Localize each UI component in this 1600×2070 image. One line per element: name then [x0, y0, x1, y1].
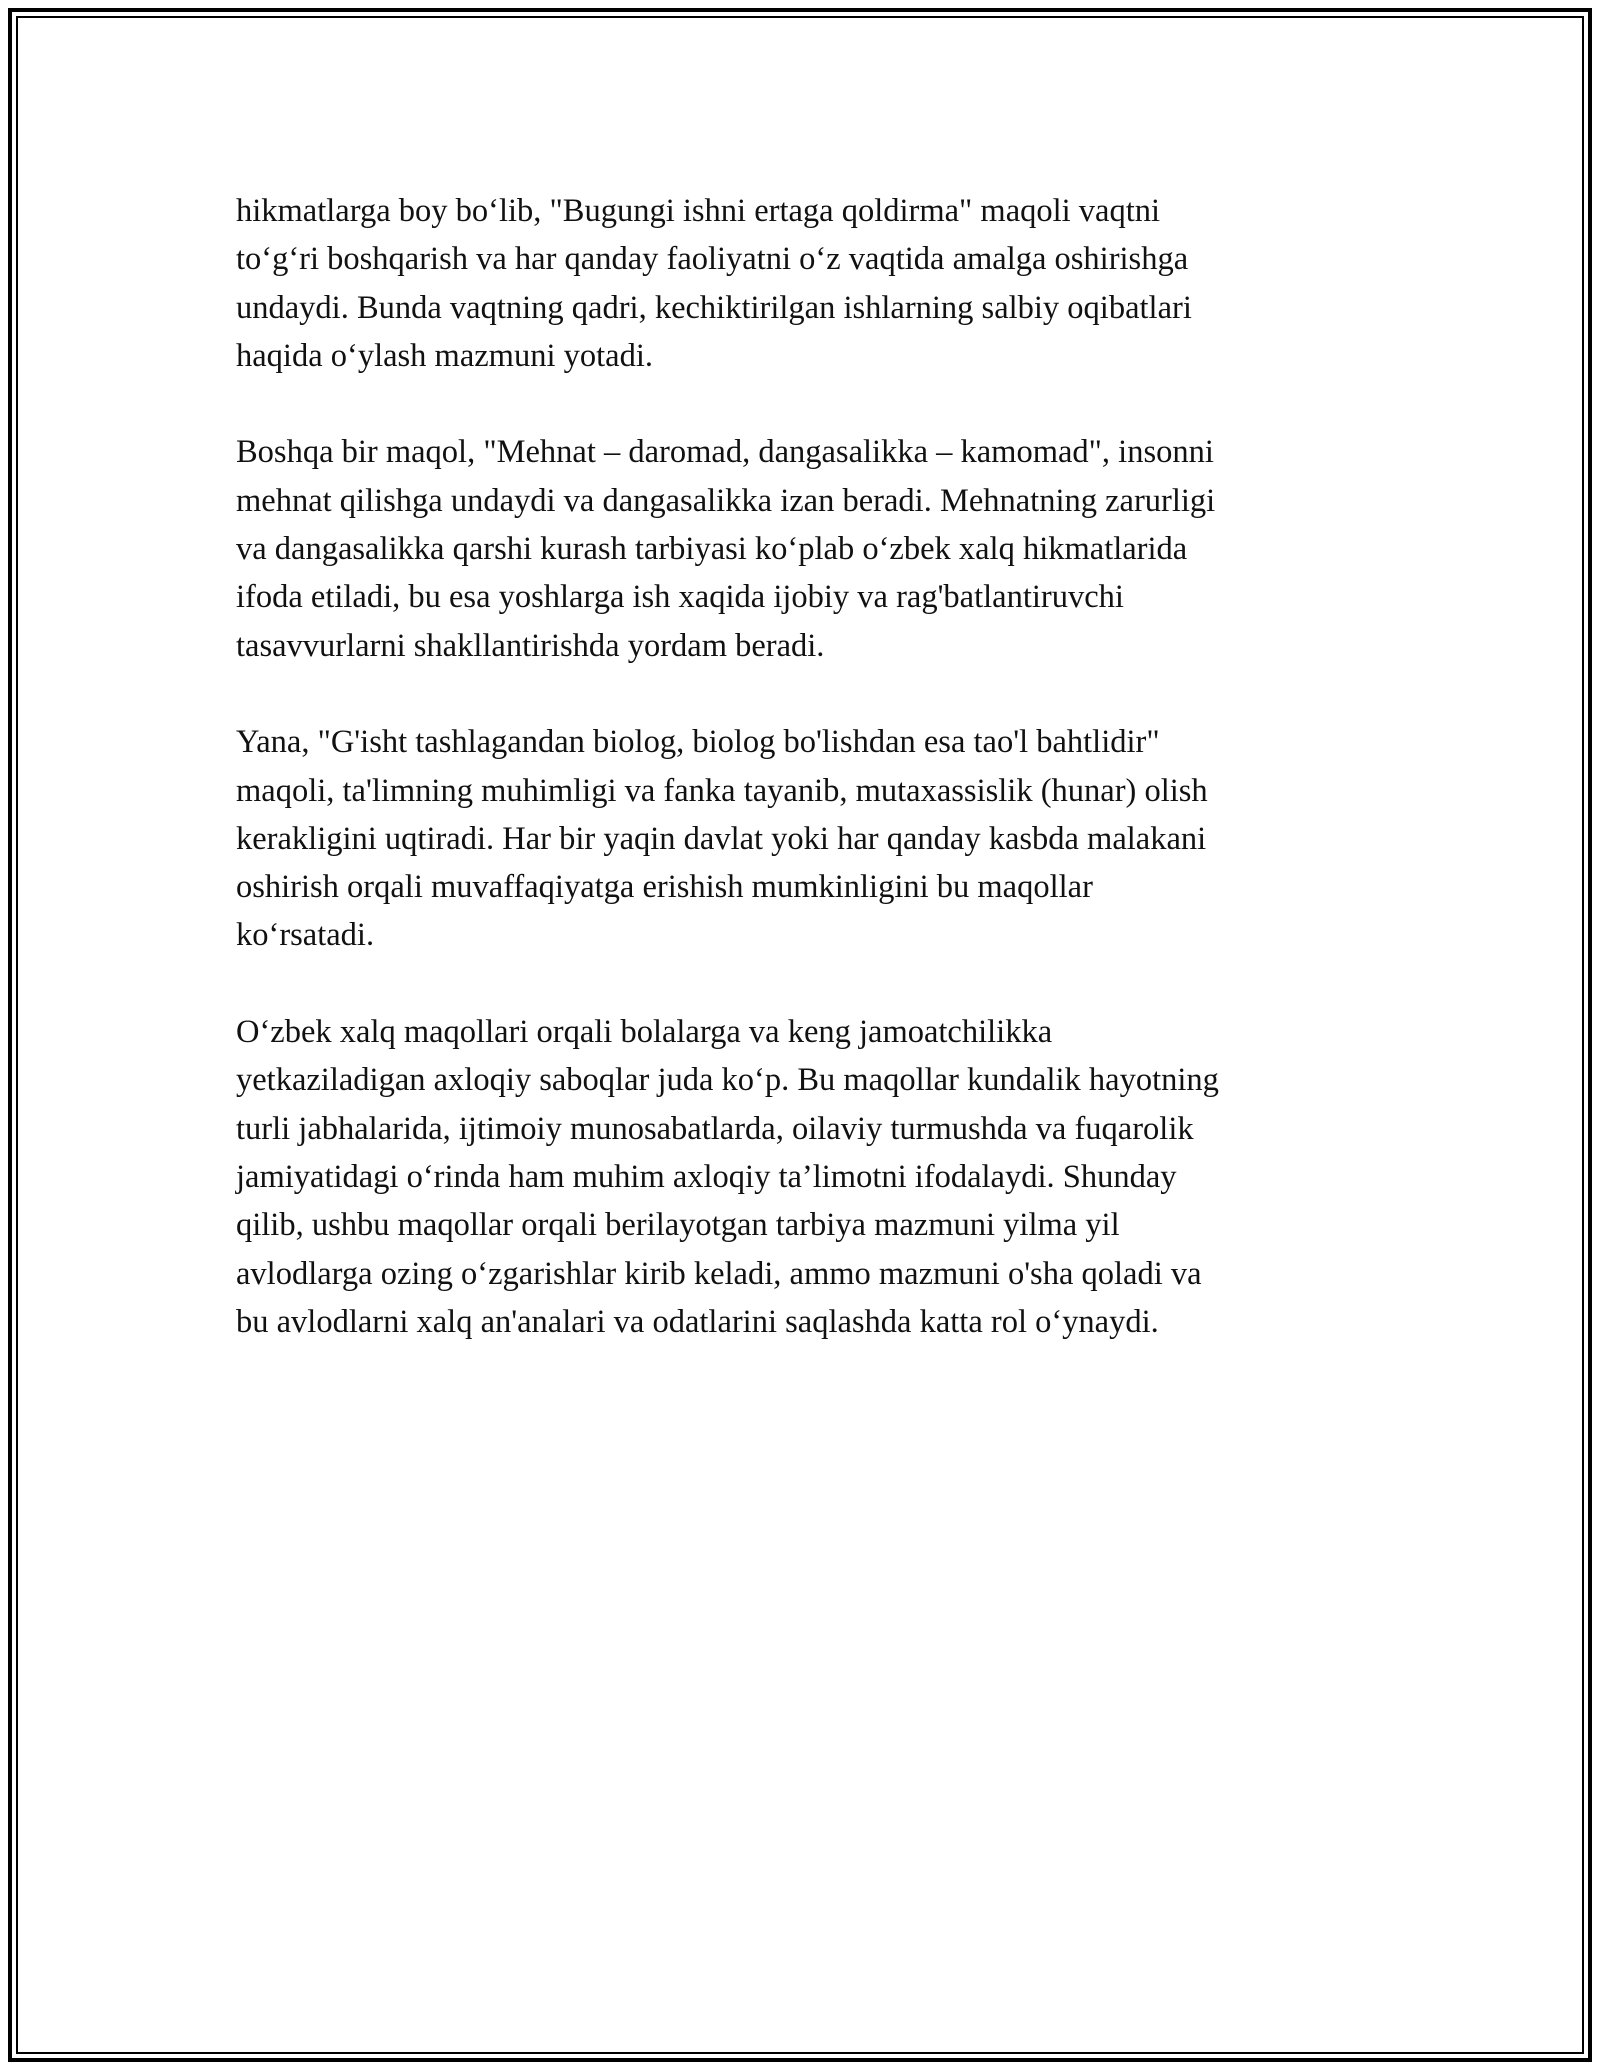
text-line: ko‘rsatadi. [236, 917, 375, 954]
text-line: undaydi. Bunda vaqtning qadri, kechiktirilgan ishlarning salbiy oqibatlari [236, 289, 1192, 326]
paragraph [236, 428, 1366, 669]
text-line: kerakligini uqtiradi. Har bir yaqin davlat yoki har qanday kasbda malakani [236, 820, 1207, 857]
text-line: va dangasalikka qarshi kurash tarbiyasi ko‘plab o‘zbek xalq hikmatlarida [236, 531, 1188, 568]
text-line: turli jabhalarida, ijtimoiy munosabatlarda, oilaviy turmushda va fuqarolik [236, 1110, 1194, 1147]
text-line: oshirish orqali muvaffaqiyatga erishish mumkinligini bu maqollar [236, 869, 1093, 906]
text-line: tasavvurlarni shakllantirishda yordam beradi. [236, 627, 825, 664]
text-line: avlodlarga ozing o‘zgarishlar kirib keladi, ammo mazmuni o'sha qoladi va [236, 1255, 1202, 1292]
text-line: to‘g‘ri boshqarish va har qanday faoliyatni o‘z vaqtida amalga oshirishga [236, 241, 1189, 278]
text-line: O‘zbek xalq maqollari orqali bolalarga va keng jamoatchilikka [236, 1014, 1053, 1051]
text-line: ifoda etiladi, bu esa yoshlarga ish xaqida ijobiy va rag'batlantiruvchi [236, 579, 1124, 616]
text-line: mehnat qilishga undaydi va dangasalikka izan beradi. Mehnatning zarurligi [236, 482, 1216, 519]
text-line: qilib, ushbu maqollar orqali berilayotgan tarbiya mazmuni yilma yil [236, 1207, 1120, 1244]
paragraph [236, 1008, 1366, 1346]
text-line: bu avlodlarni xalq an'analari va odatlarini saqlashda katta rol o‘ynaydi. [236, 1303, 1159, 1340]
text-line: haqida o‘ylash mazmuni yotadi. [236, 337, 653, 374]
paragraph [236, 718, 1366, 959]
document-body [236, 187, 1366, 1394]
text-line: maqoli, ta'limning muhimligi va fanka tayanib, mutaxassislik (hunar) olish [236, 772, 1208, 809]
paragraph [236, 187, 1366, 380]
text-line: yetkaziladigan axloqiy saboqlar juda ko‘p. Bu maqollar kundalik hayotning [236, 1062, 1219, 1099]
text-line: Boshqa bir maqol, "Mehnat – daromad, dangasalikka – kamomad", insonni [236, 434, 1214, 471]
text-line: Yana, "G'isht tashlagandan biolog, biolog bo'lishdan esa tao'l bahtlidir" [236, 724, 1160, 761]
text-line: jamiyatidagi o‘rinda ham muhim axloqiy ta’limotni ifodalaydi. Shunday [236, 1158, 1177, 1195]
text-line: hikmatlarga boy bo‘lib, "Bugungi ishni ertaga qoldirma" maqoli vaqtni [236, 193, 1161, 229]
